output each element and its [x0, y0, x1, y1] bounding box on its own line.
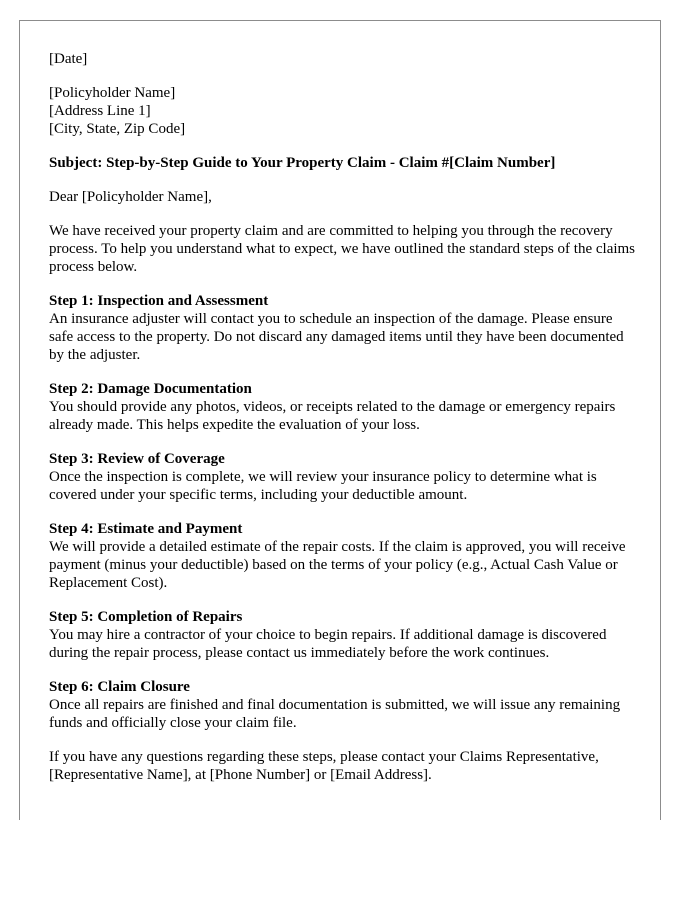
address-line-name: [Policyholder Name] [49, 85, 176, 101]
step-6 [49, 678, 639, 732]
step-title: Step 1: Inspection and Assessment [49, 293, 269, 309]
step-body: An insurance adjuster will contact you to schedule an inspection of the damage. Please ensure safe access to the property. Do not discard any damaged items until they have been documented by the adjuster. [49, 311, 624, 363]
closing-paragraph: If you have any questions regarding these steps, please contact your Claims Representative, [Representative Name], at [Phone Number] or [Email Address]. [49, 749, 599, 783]
address-line-street: [Address Line 1] [49, 103, 151, 119]
letter-body [49, 50, 639, 800]
letter-page [19, 20, 661, 820]
recipient-address [49, 84, 639, 138]
step-3 [49, 450, 639, 504]
step-title: Step 2: Damage Documentation [49, 381, 252, 397]
subject-line: Subject: Step-by-Step Guide to Your Property Claim - Claim #[Claim Number] [49, 155, 556, 171]
step-1 [49, 292, 639, 364]
letter-date: [Date] [49, 51, 88, 67]
salutation: Dear [Policyholder Name], [49, 189, 212, 205]
step-5 [49, 608, 639, 662]
step-title: Step 3: Review of Coverage [49, 451, 225, 467]
step-title: Step 4: Estimate and Payment [49, 521, 243, 537]
address-line-city: [City, State, Zip Code] [49, 121, 186, 137]
step-2 [49, 380, 639, 434]
step-body: You should provide any photos, videos, or receipts related to the damage or emergency repairs already made. This helps expedite the evaluation of your loss. [49, 399, 616, 433]
step-body: Once the inspection is complete, we will review your insurance policy to determine what is covered under your specific terms, including your deductible amount. [49, 469, 597, 503]
step-title: Step 6: Claim Closure [49, 679, 190, 695]
intro-paragraph: We have received your property claim and are committed to helping you through the recovery process. To help you understand what to expect, we have outlined the standard steps of the claims process below. [49, 223, 636, 275]
step-body: Once all repairs are finished and final documentation is submitted, we will issue any remaining funds and officially close your claim file. [49, 697, 621, 731]
step-title: Step 5: Completion of Repairs [49, 609, 243, 625]
step-body: We will provide a detailed estimate of the repair costs. If the claim is approved, you will receive payment (minus your deductible) based on the terms of your policy (e.g., Actual Cash Value or Replacement Cost). [49, 539, 626, 591]
step-body: You may hire a contractor of your choice to begin repairs. If additional damage is discovered during the repair process, please contact us immediately before the work continues. [49, 627, 607, 661]
step-4 [49, 520, 639, 592]
